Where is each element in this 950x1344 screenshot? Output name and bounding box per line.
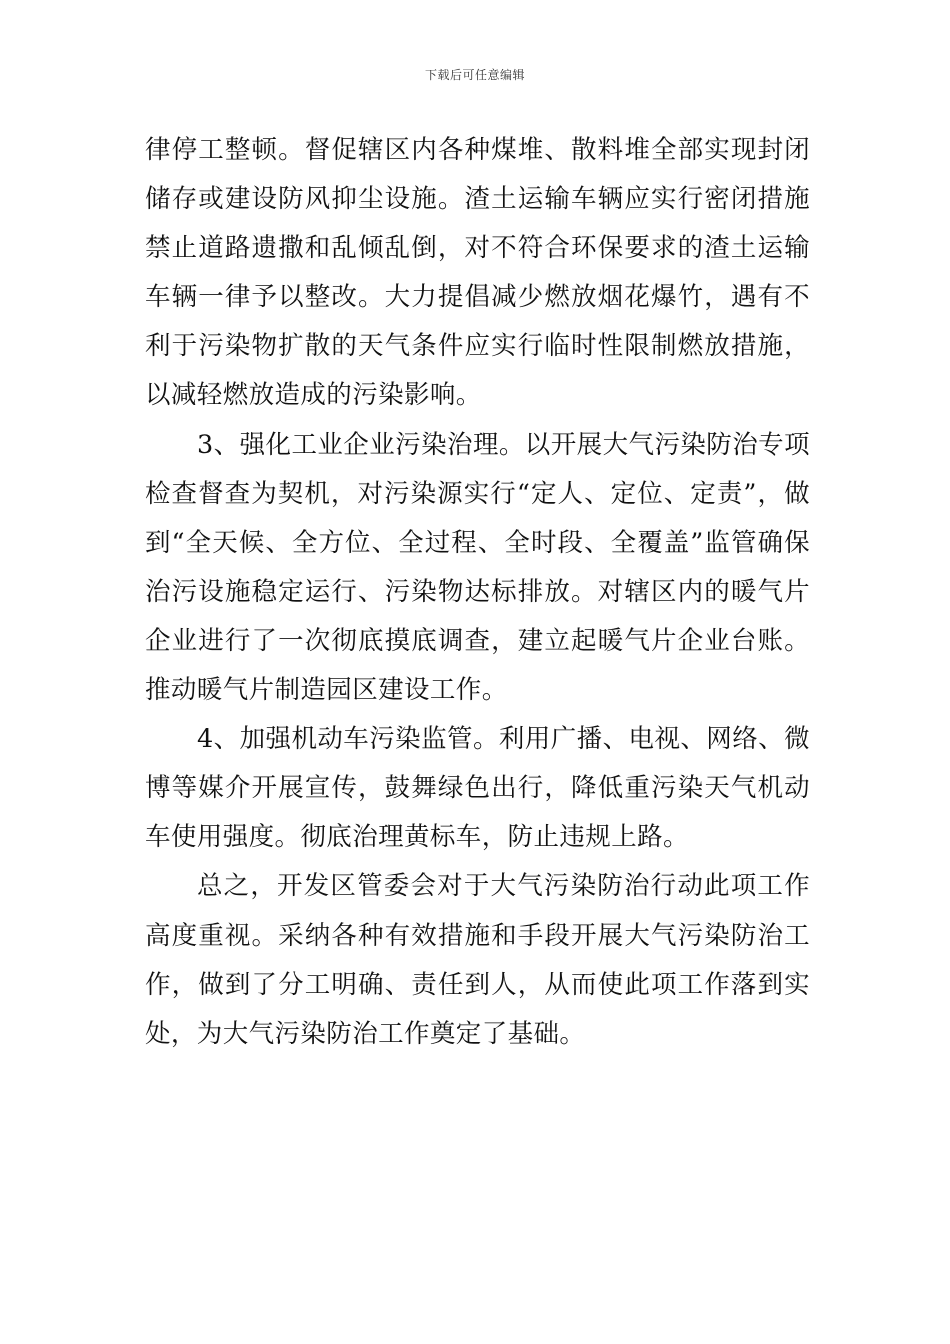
paragraph-industrial-pollution: 3、强化工业企业污染治理。以开展大气污染防治专项检查督查为契机，对污染源实行“定人、定位、定责”，做到“全天候、全方位、全过程、全时段、全覆盖”监管确保治污设施稳定运行、污染物达标排放。对辖区内的暖气片企业进行了一次彻底摸底调查，建立起暖气片企业台账。推动暖气片制造园区建设工作。 [145, 429, 810, 706]
paragraph-conclusion: 总之，开发区管委会对于大气污染防治行动此项工作高度重视。采纳各种有效措施和手段开展大气污染防治工作，做到了分工明确、责任到人，从而使此项工作落到实处，为大气污染防治工作奠定了基础。 [145, 871, 810, 1049]
paragraph-continuation: 律停工整顿。督促辖区内各种煤堆、散料堆全部实现封闭储存或建设防风抑尘设施。渣土运输车辆应实行密闭措施禁止道路遗撒和乱倾乱倒，对不符合环保要求的渣土运输车辆一律予以整改。大力提倡减少燃放烟花爆竹，遇有不利于污染物扩散的天气条件应实行临时性限制燃放措施，以减轻燃放造成的污染影响。 [145, 135, 810, 411]
paragraph-vehicle-pollution: 4、加强机动车污染监管。利用广播、电视、网络、微博等媒介开展宣传，鼓舞绿色出行，降低重污染天气机动车使用强度。彻底治理黄标车，防止违规上路。 [145, 724, 810, 853]
header-note: 下载后可任意编辑 [424, 68, 525, 82]
document-body [145, 126, 810, 1059]
